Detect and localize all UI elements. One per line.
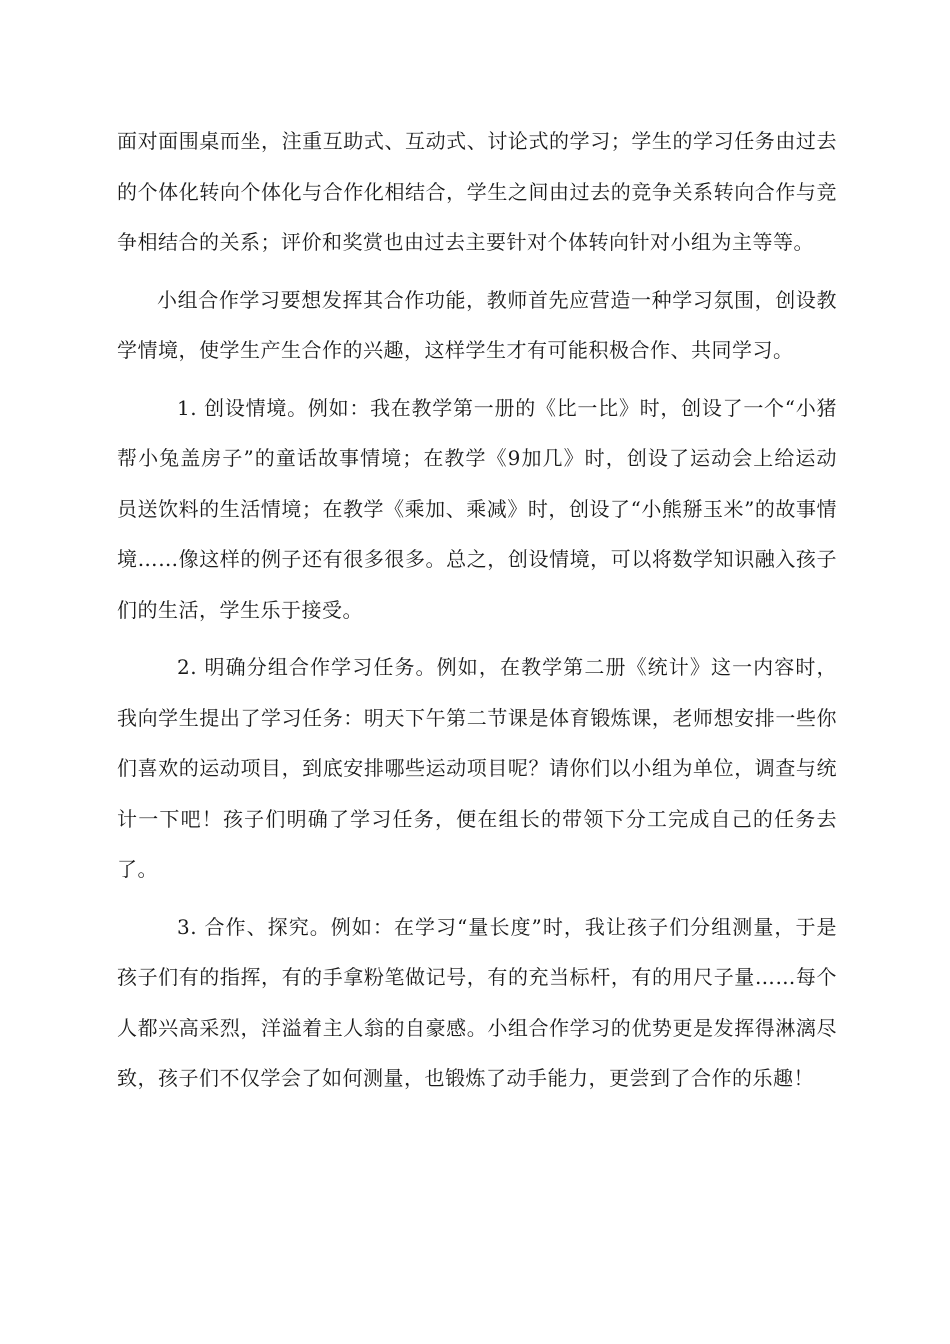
paragraph-continuation: 面对面围桌而坐，注重互助式、互动式、讨论式的学习；学生的学习任务由过去的个体化转向个体化与合作化相结合，学生之间由过去的竞争关系转向合作与竞争相结合的关系；评价和奖赏也由过去主要针对个体转向针对小组为主等等。 [117,129,837,254]
paragraph-item-2: 2. 明确分组合作学习任务。例如，在教学第二册《统计》这一内容时，我向学生提出了学习任务：明天下午第二节课是体育锻炼课，老师想安排一些你们喜欢的运动项目，到底安排哪些运动项目呢？请你们以小组为单位，调查与统计一下吧！孩子们明确了学习任务，便在组长的带领下分工完成自己的任务去了。 [117,655,837,881]
paragraph-item-3: 3. 合作、探究。例如：在学习“量长度”时，我让孩子们分组测量，于是孩子们有的指挥，有的手拿粉笔做记号，有的充当标杆，有的用尺子量……每个人都兴高采烈，洋溢着主人翁的自豪感。小组合作学习的优势更是发挥得淋漓尽致，孩子们不仅学会了如何测量，也锻炼了动手能力，更尝到了合作的乐趣！ [117,914,837,1090]
paragraph-intro: 小组合作学习要想发挥其合作功能，教师首先应营造一种学习氛围，创设教学情境，使学生产生合作的兴趣，这样学生才有可能积极合作、共同学习。 [117,287,837,362]
paragraph-item-1: 1. 创设情境。例如：我在教学第一册的《比一比》时，创设了一个“小猪帮小兔盖房子”的童话故事情境；在教学《9加几》时，创设了运动会上给运动员送饮料的生活情境；在教学《乘加、乘减》时，创设了“小熊掰玉米”的故事情境……像这样的例子还有很多很多。总之，创设情境，可以将数学知识融入孩子们的生活，学生乐于接受。 [117,395,837,622]
document-body [117,116,837,1104]
